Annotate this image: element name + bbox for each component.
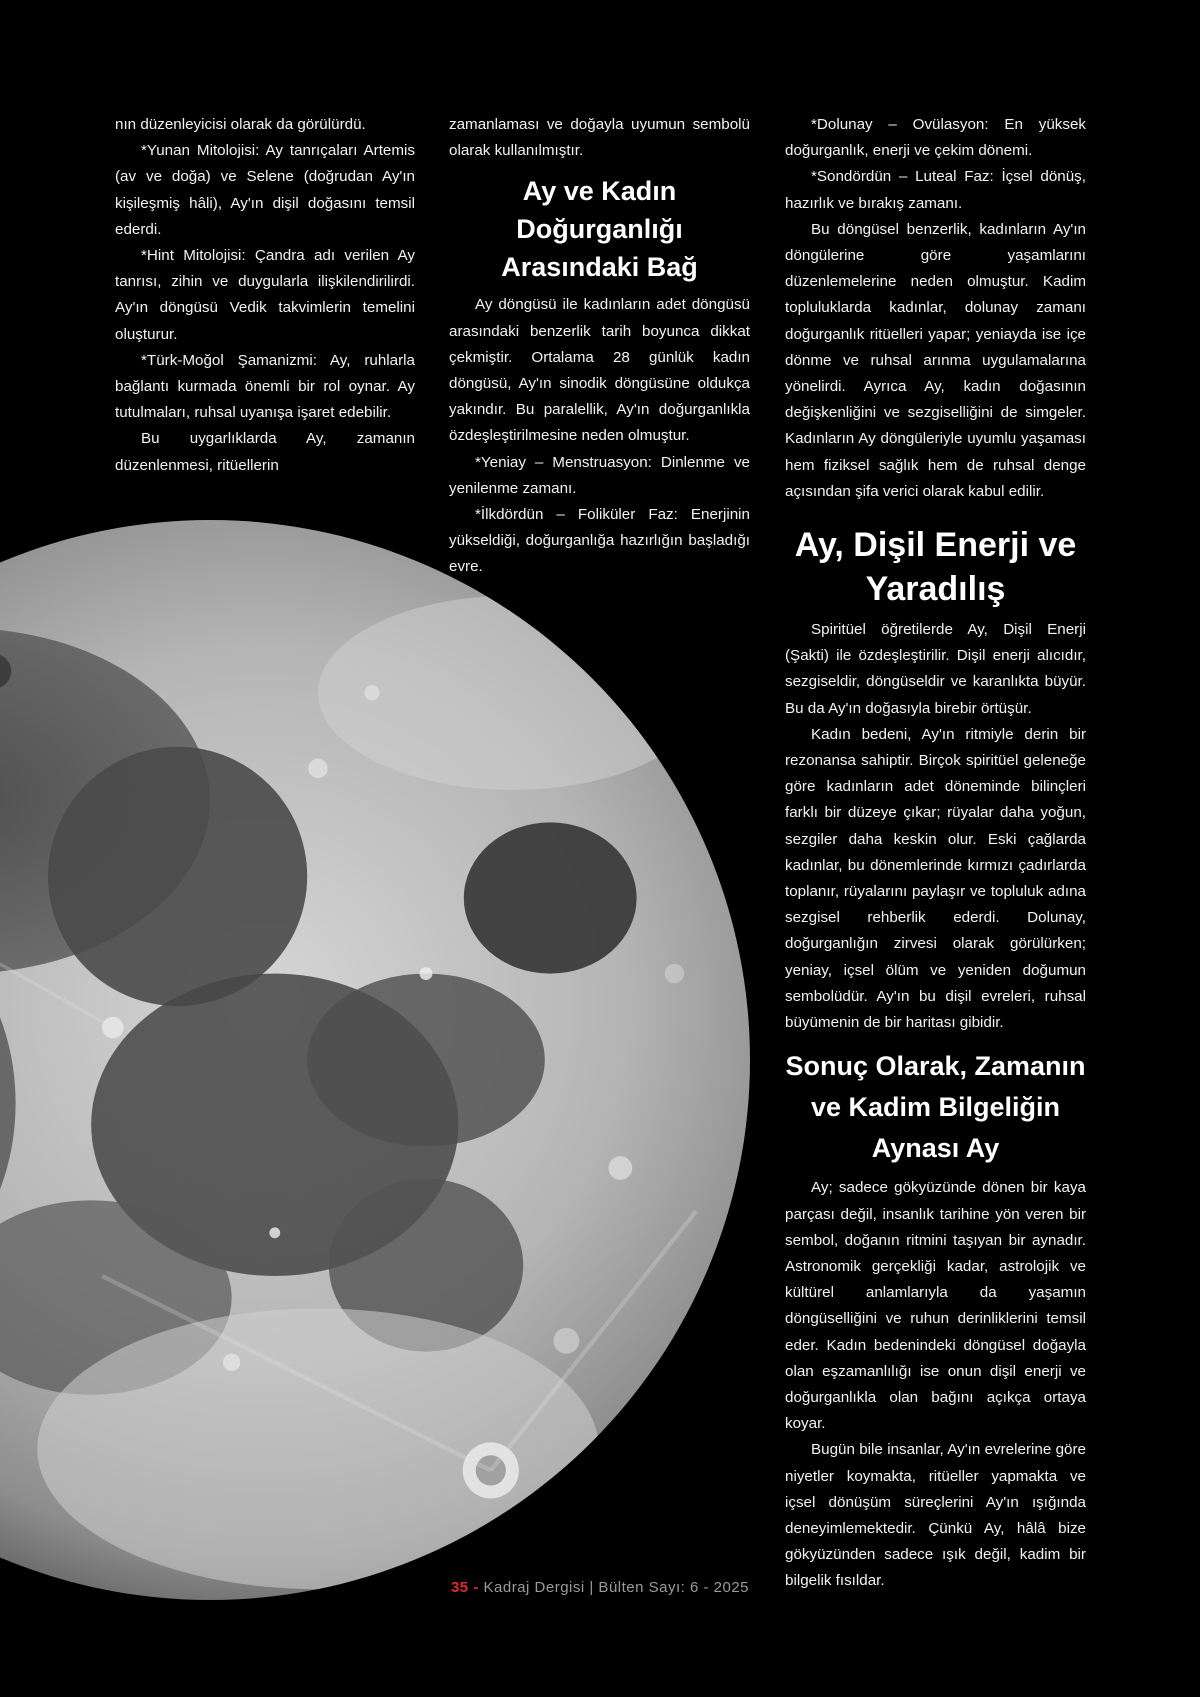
paragraph-first-quarter: *İlkdördün – Foliküler Faz: Enerjinin yükseldiği, doğurganlığa hazırlığın başladığı evre. [449, 506, 750, 576]
paragraph: nın düzenleyicisi olarak da görülürdü. [115, 116, 366, 133]
paragraph: Kadın bedeni, Ay'ın ritmiyle derin bir rezonansa sahiptir. Birçok spiritüel geleneğe göre kadınların adet döneminde bilinçleri farklı bir düzeye çıkar; rüyalar daha yoğun, sezgiler daha keskin olur. Eski çağlarda kadınlar, bu dönemlerinde kırmızı çadırlarda toplanır, rüyalarını paylaşır ve topluluk adına sezgisel rehberlik ederdi. Dolunay, doğurganlığın zirvesi olarak görülürken; yeniay, içsel ölüm ve yeniden doğumun sembolüdür. Ay'ın bu dişil evreleri, ruhsal büyümenin de bir haritası gibidir. [785, 725, 1086, 1032]
paragraph-new-moon: *Yeniay – Menstruasyon: Dinlenme ve yenilenme zamanı. [449, 453, 750, 497]
moon-photo [0, 520, 750, 1600]
paragraph: Ay; sadece gökyüzünde dönen bir kaya parçası değil, insanlık tarihine yön veren bir sembol, doğanın ritmini taşıyan bir aynadır. Astronomik gerçekliği kadar, astrolojik ve kültürel anlamlarıyla da yaşamın döngüselliğini ve ruhun derinliklerini temsil eder. Kadın bedenindeki döngüsel doğayla olan eşzamanlılığı ise onun dişil enerji ve doğurganlıkla olan bağını açıkça ortaya koyar. [785, 1179, 1086, 1433]
paragraph: zamanlaması ve doğayla uyumun sembolü olarak kullanılmıştır. [449, 116, 750, 160]
paragraph-indian-mythology: *Hint Mitolojisi: Çandra adı verilen Ay tanrısı, zihin ve duygularla ilişkilendirilirdi. Ay'ın döngüsü Vedik takvimlerin temelini oluşturur. [115, 247, 415, 343]
paragraph-full-moon: *Dolunay – Ovülasyon: En yüksek doğurganlık, enerji ve çekim dönemi. [785, 116, 1086, 160]
section-heading-fertility: Ay ve Kadın Doğurganlığı Arasındaki Bağ [501, 176, 698, 283]
section-heading-conclusion: Sonuç Olarak, Zamanın ve Kadim Bilgeliğin Aynası Ay [785, 1051, 1086, 1164]
section-heading-feminine-energy: Ay, Dişil Enerji ve Yaradılış [794, 526, 1077, 609]
paragraph-last-quarter: *Sondördün – Luteal Faz: İçsel dönüş, hazırlık ve bırakış zamanı. [785, 168, 1086, 212]
paragraph: Bu uygarlıklarda Ay, zamanın düzenlenmesi, ritüellerin [115, 430, 415, 474]
text-column-2 [449, 112, 750, 581]
paragraph: Ay döngüsü ile kadınların adet döngüsü arasındaki benzerlik tarih boyunca dikkat çekmiştir. Ortalama 28 günlük kadın döngüsü, Ay'ın sinodik döngüsüne oldukça yakındır. Bu paralellik, Ay'ın doğurganlıkla özdeşleştirilmesine neden olmuştur. [449, 296, 750, 445]
page-number: 35 - [450, 1579, 479, 1596]
text-column-3 [785, 112, 1086, 1595]
paragraph: Spiritüel öğretilerde Ay, Dişil Enerji (Şakti) ile özdeşleştirilir. Dişil enerji alıcıdır, sezgiseldir, döngüseldir ve karanlıkta büyür. Bu da Ay'ın doğasıyla birebir örtüşür. [785, 621, 1086, 717]
text-column-1 [115, 112, 415, 479]
paragraph-greek-mythology: *Yunan Mitolojisi: Ay tanrıçaları Artemis (av ve doğa) ve Selene (doğrudan Ay'ın kişileşmiş hâli), Ay'ın dişil doğasını temsil ederdi. [115, 142, 415, 238]
footer-text: Kadraj Dergisi | Bülten Sayı: 6 - 2025 [483, 1579, 750, 1596]
paragraph: Bugün bile insanlar, Ay'ın evrelerine göre niyetler koymakta, ritüeller yapmakta ve içsel dönüşüm süreçlerini Ay'ın ışığında deneyimlemektedir. Çünkü Ay, hâlâ bize gökyüzünden sadece ışık değil, kadim bir bilgelik fısıldar. [785, 1441, 1086, 1590]
paragraph-turkic-shamanism: *Türk-Moğol Şamanizmi: Ay, ruhlarla bağlantı kurmada önemli bir rol oynar. Ay tutulmaları, ruhsal uyanışa işaret edebilir. [115, 351, 415, 422]
paragraph: Bu döngüsel benzerlik, kadınların Ay'ın döngülerine göre yaşamlarını düzenlemelerine neden olmuştur. Kadim topluluklarda kadınlar, dolunay zamanı doğurganlık ritüelleri yapar; yeniayda ise içe dönme ve ruhsal arınma uygulamalarına yönelirdi. Ayrıca Ay, kadın doğasının değişkenliğini ve sezgiselliğini de simgeler. Kadınların Ay döngüleriyle uyumlu yaşaması hem fiziksel sağlık hem de ruhsal denge açısından şifa verici olarak kabul edilir. [785, 220, 1086, 500]
page-footer [0, 1579, 1200, 1596]
